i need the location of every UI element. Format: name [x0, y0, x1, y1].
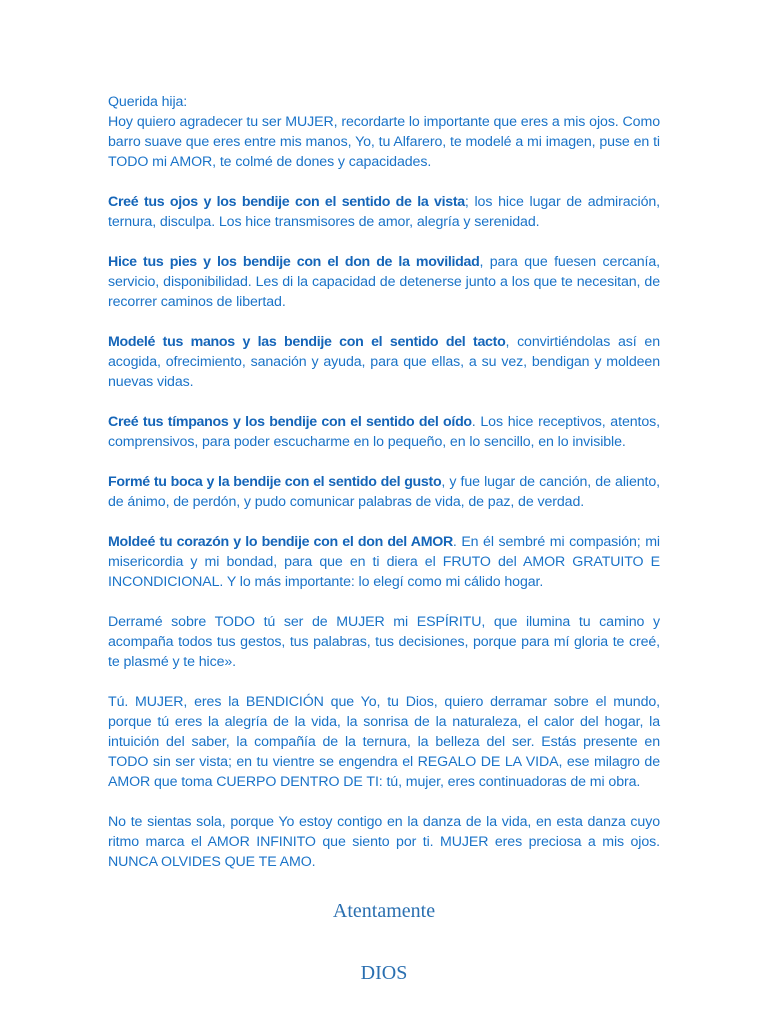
blessing-paragraph: Tú. MUJER, eres la BENDICIÓN que Yo, tu Dios, quiero derramar sobre el mundo, porque tú eres la alegría de la vida, la sonrisa de la naturaleza, el calor del hogar, la intuición del saber, la compañía de la ternura, la belleza del ser. Estás presente en TODO sin ser vista; en tu vientre se engendra el REGALO DE LA VIDA, ese milagro de AMOR que toma CUERPO DENTRO DE TI: tú, mujer, eres continuadoras de mi obra. — [108, 694, 660, 790]
paragraph-eyes — [108, 192, 660, 232]
paragraph-feet — [108, 252, 660, 312]
paragraph-lead: Creé tus ojos y los bendije con el sentido de la vista — [108, 194, 465, 210]
paragraph-lead: Hice tus pies y los bendije con el don de la movilidad — [108, 254, 480, 270]
paragraph-mouth — [108, 472, 660, 512]
paragraph-rest: , convirtiéndolas así en acogida, ofrecimiento, sanación y ayuda, para que ellas, a su vez, bendigan y moldeen nuevas vidas. — [108, 334, 660, 390]
paragraph-rest: . Los hice receptivos, atentos, comprensivos, para poder escucharme en lo pequeño, en lo sencillo, en lo invisible. — [108, 414, 660, 450]
paragraph-hands — [108, 332, 660, 392]
intro-paragraph: Hoy quiero agradecer tu ser MUJER, recordarte lo importante que eres a mis ojos. Como barro suave que eres entre mis manos, Yo, tu Alfarero, te modelé a mi imagen, puse en ti TODO mi AMOR, te colmé de dones y capacidades. — [108, 114, 660, 170]
closing-line: Atentamente — [332, 900, 436, 922]
final-paragraph: No te sientas sola, porque Yo estoy contigo en la danza de la vida, en esta danza cuyo ritmo marca el AMOR INFINITO que siento por ti. MUJER eres preciosa a mis ojos. NUNCA OLVIDES QUE TE AMO. — [108, 814, 660, 870]
paragraph-lead: Modelé tus manos y las bendije con el sentido del tacto — [108, 334, 506, 350]
paragraph-ears — [108, 412, 660, 452]
paragraph-lead: Formé tu boca y la bendije con el sentido del gusto — [108, 474, 442, 490]
letter-body — [108, 92, 660, 872]
salutation: Querida hija: — [108, 94, 188, 110]
signature: DIOS — [360, 962, 408, 984]
paragraph-rest: ; los hice lugar de admiración, ternura, disculpa. Los hice transmisores de amor, alegría y serenidad. — [108, 194, 660, 230]
spirit-paragraph: Derramé sobre TODO tú ser de MUJER mi ESPÍRITU, que ilumina tu camino y acompaña todos tus gestos, tus palabras, tus decisiones, porque para mí gloria te creé, te plasmé y te hice». — [108, 614, 660, 670]
paragraph-lead: Creé tus tímpanos y los bendije con el sentido del oído — [108, 414, 472, 430]
paragraph-lead: Moldeé tu corazón y lo bendije con el don del AMOR — [108, 534, 453, 550]
paragraph-rest: , para que fuesen cercanía, servicio, disponibilidad. Les di la capacidad de detenerse junto a los que te necesitan, de recorrer caminos de libertad. — [108, 254, 661, 310]
paragraph-rest: . En él sembré mi compasión; mi misericordia y mi bondad, para que en ti diera el FRUTO del AMOR GRATUITO E INCONDICIONAL. Y lo más importante: lo elegí como mi cálido hogar. — [108, 534, 660, 590]
paragraph-rest: , y fue lugar de canción, de aliento, de ánimo, de perdón, y pudo comunicar palabras de vida, de paz, de verdad. — [108, 474, 660, 510]
paragraph-heart — [108, 532, 660, 592]
